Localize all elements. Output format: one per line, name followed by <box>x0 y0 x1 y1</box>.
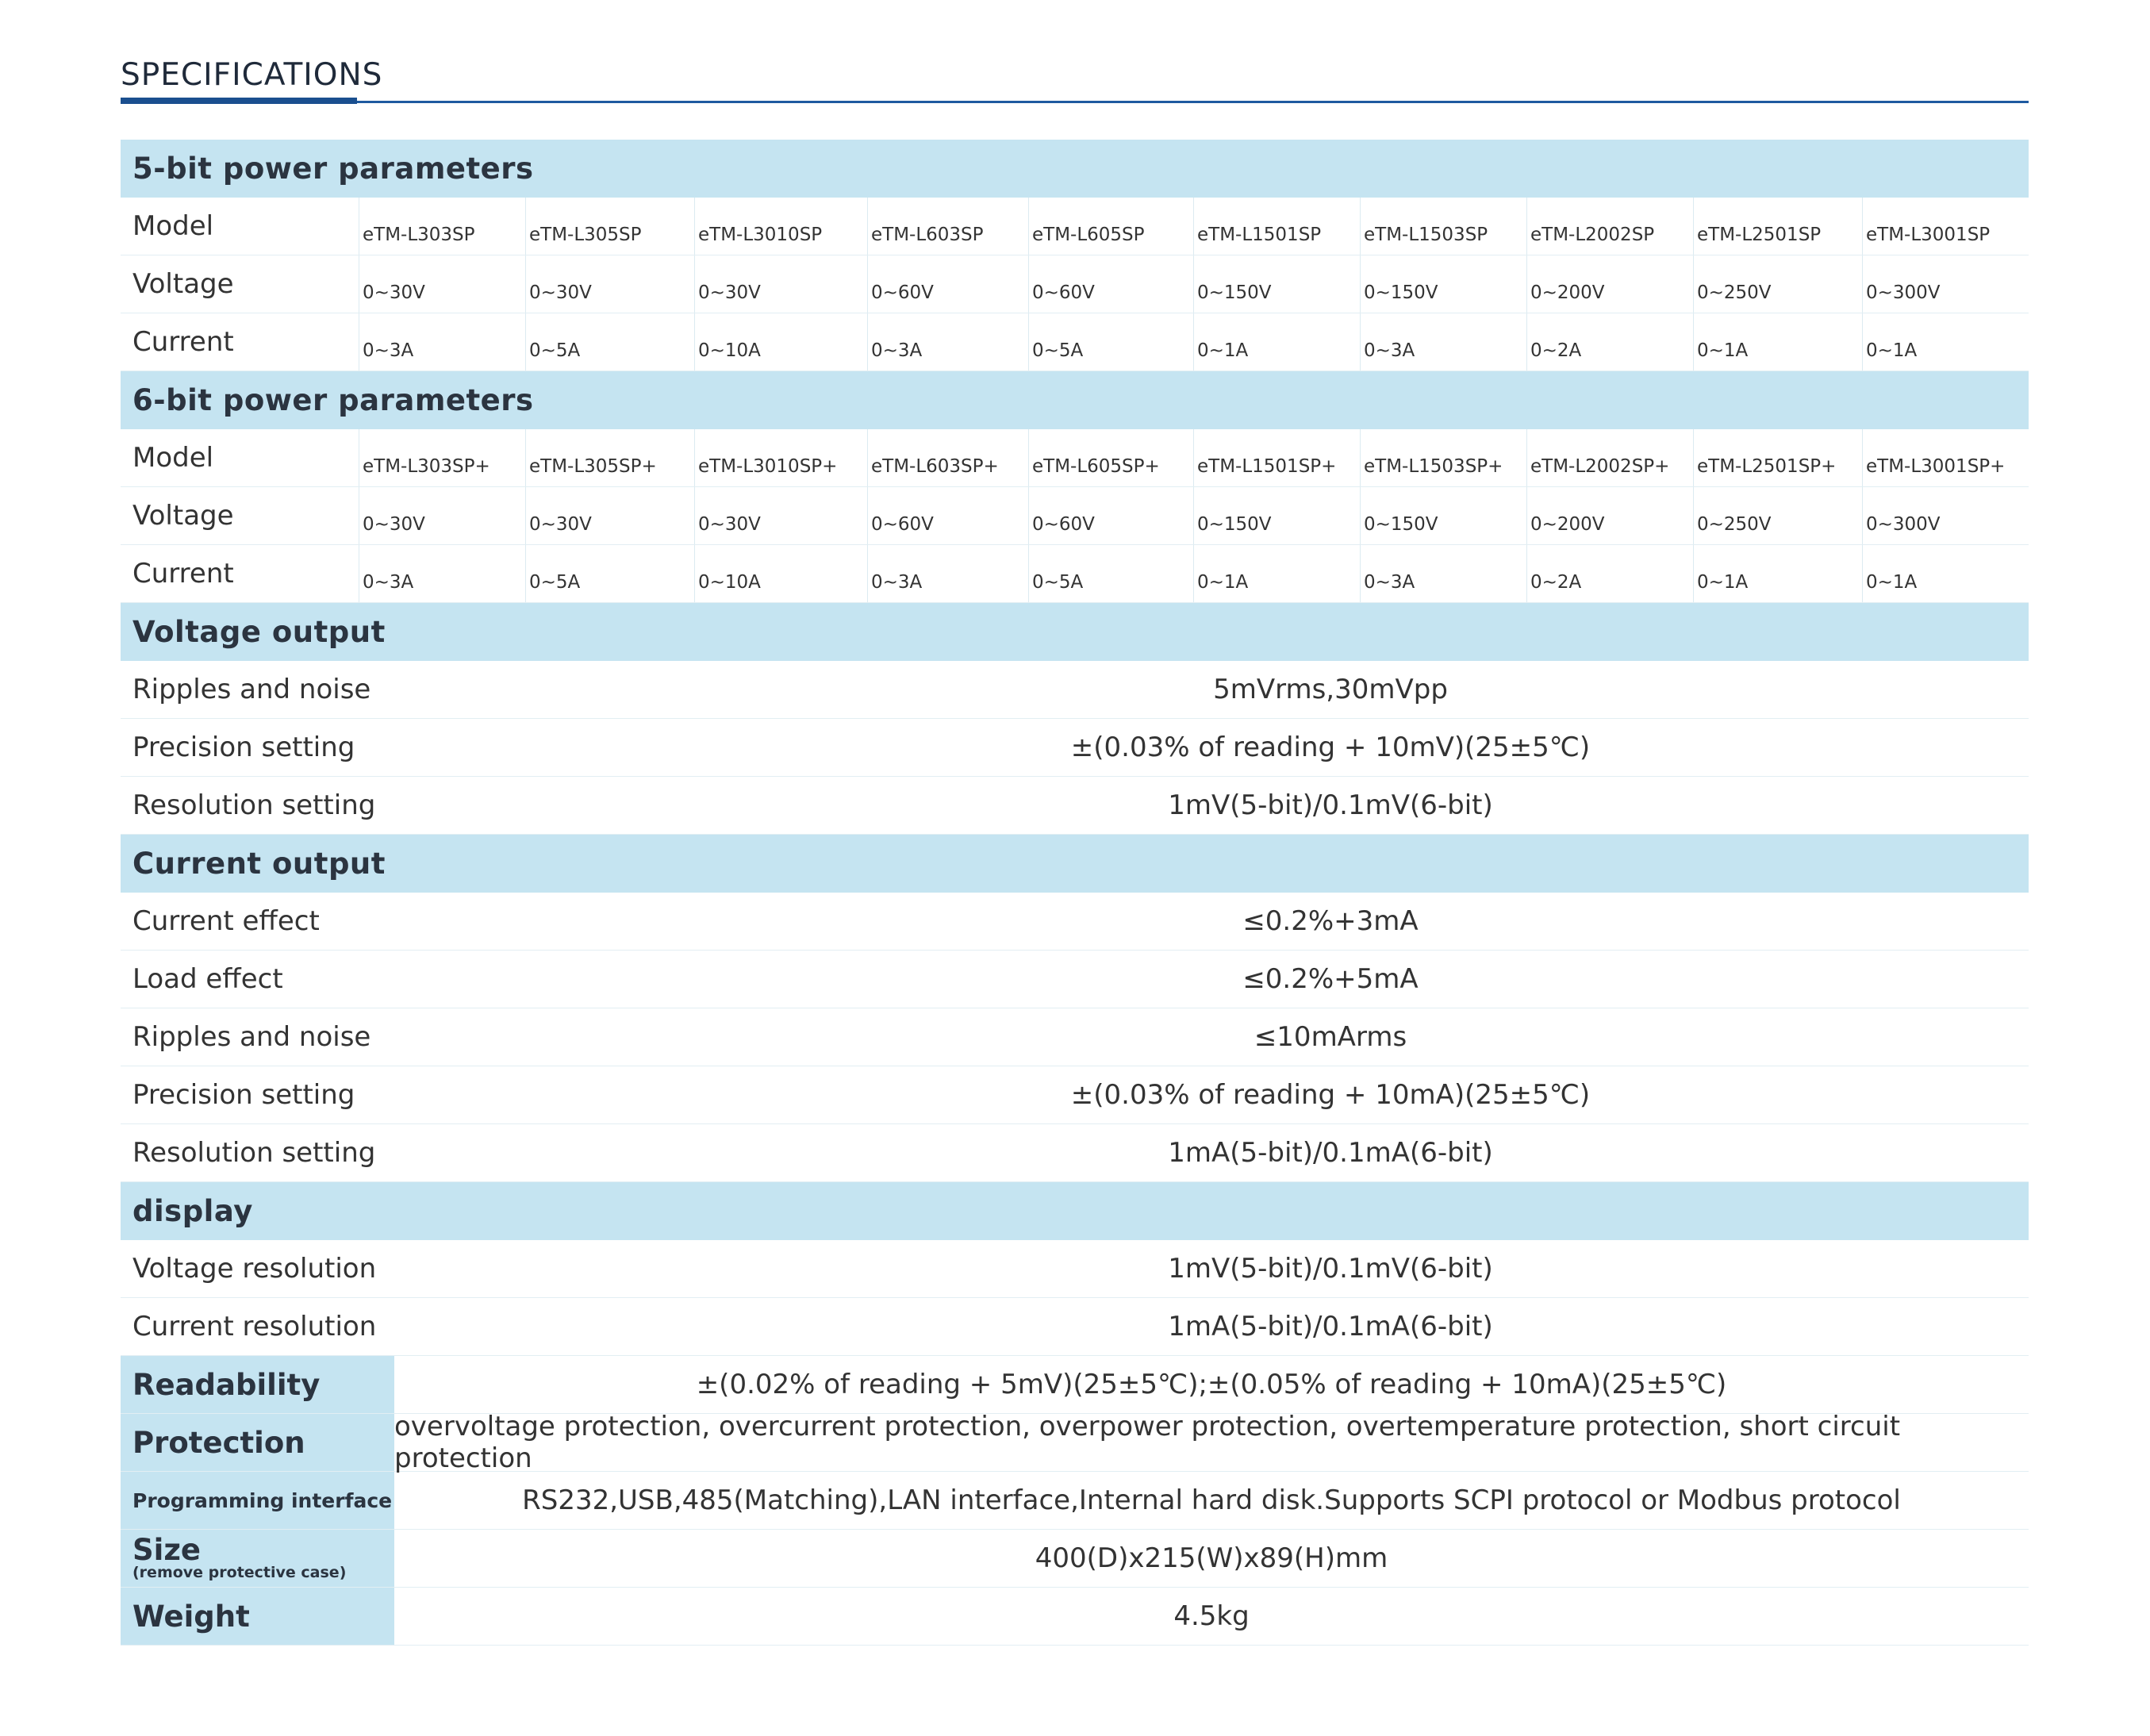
programming-interface-row <box>121 1472 2029 1530</box>
title-underline <box>121 101 2029 103</box>
section-header-5bit <box>121 140 2029 198</box>
row-value: overvoltage protection, overcurrent protection, overpower protection, overtemperature protection, short circuit protection <box>394 1411 1901 1474</box>
row-label: Resolution setting <box>132 1137 376 1169</box>
row-label: Precision setting <box>132 1079 355 1111</box>
page-title: SPECIFICATIONS <box>121 57 383 93</box>
table-row <box>121 1298 2029 1356</box>
row-sublabel: (remove protective case) <box>132 1564 347 1581</box>
row-label: Size <box>132 1533 201 1567</box>
row-label: Protection <box>121 1414 394 1471</box>
table-row <box>121 1066 2029 1124</box>
table-cell: eTM-L3001SP <box>1862 198 2029 255</box>
row-cells <box>359 198 2029 255</box>
spec-table <box>121 140 2029 1646</box>
section-title: Current output <box>132 847 386 881</box>
row-value: ≤0.2%+3mA <box>1242 905 1419 937</box>
row-label: Resolution setting <box>132 789 376 821</box>
table-cell: eTM-L2002SP <box>1526 198 1693 255</box>
table-cell: 0~30V <box>359 255 525 313</box>
table-cell: 0~30V <box>525 487 694 544</box>
table-cell: 0~30V <box>359 487 525 544</box>
table-cell: eTM-L1501SP+ <box>1193 429 1360 486</box>
row-label: Readability <box>121 1356 394 1413</box>
table-cell: 0~60V <box>1028 487 1193 544</box>
section-header-current-output <box>121 835 2029 893</box>
table-cell: 0~200V <box>1526 255 1693 313</box>
table-cell: eTM-L2002SP+ <box>1526 429 1693 486</box>
row-label: Model <box>132 210 214 242</box>
row-label: Current resolution <box>132 1311 377 1342</box>
table-cell: 0~10A <box>694 545 867 602</box>
table-row <box>121 1240 2029 1298</box>
row-label: Voltage <box>132 268 234 300</box>
table-cell: 0~1A <box>1193 545 1360 602</box>
row-label: Ripples and noise <box>132 1021 371 1053</box>
row-label: Voltage <box>132 500 234 532</box>
table-cell: 0~2A <box>1526 313 1693 371</box>
readability-row <box>121 1356 2029 1414</box>
table-cell: 0~1A <box>1862 313 2029 371</box>
table-cell: 0~150V <box>1193 487 1360 544</box>
row-cells <box>359 545 2029 602</box>
table-cell: 0~150V <box>1360 487 1526 544</box>
section-title: Voltage output <box>132 615 386 649</box>
table-cell: 0~1A <box>1693 313 1862 371</box>
table-row <box>121 198 2029 255</box>
protection-row <box>121 1411 2029 1474</box>
table-cell: 0~5A <box>525 313 694 371</box>
table-cell: eTM-L303SP <box>359 198 525 255</box>
row-value: ±(0.02% of reading + 5mV)(25±5℃);±(0.05% of reading + 10mA)(25±5℃) <box>696 1369 1727 1400</box>
table-cell: 0~1A <box>1862 545 2029 602</box>
table-cell: 0~10A <box>694 313 867 371</box>
size-label-cell <box>121 1530 394 1587</box>
table-cell: 0~30V <box>694 487 867 544</box>
table-cell: eTM-L2501SP <box>1693 198 1862 255</box>
table-cell: eTM-L3010SP <box>694 198 867 255</box>
table-cell: eTM-L1501SP <box>1193 198 1360 255</box>
table-cell: 0~250V <box>1693 255 1862 313</box>
row-label: Current effect <box>132 905 320 937</box>
row-value: 5mVrms,30mVpp <box>1213 674 1448 705</box>
row-value: 1mV(5-bit)/0.1mV(6-bit) <box>1168 789 1493 821</box>
table-cell: 0~3A <box>1360 545 1526 602</box>
row-value: 400(D)x215(W)x89(H)mm <box>1035 1542 1388 1574</box>
row-value: ±(0.03% of reading + 10mV)(25±5℃) <box>1070 732 1591 763</box>
section-title: 6-bit power parameters <box>132 383 534 417</box>
table-row <box>121 545 2029 603</box>
section-title: 5-bit power parameters <box>132 152 534 186</box>
table-row <box>121 255 2029 313</box>
table-cell: eTM-L605SP+ <box>1028 429 1193 486</box>
table-cell: 0~60V <box>867 255 1028 313</box>
table-cell: eTM-L305SP+ <box>525 429 694 486</box>
table-row <box>121 487 2029 545</box>
section-title: display <box>132 1194 253 1228</box>
size-row <box>121 1530 2029 1588</box>
table-row <box>121 951 2029 1008</box>
row-value: 1mA(5-bit)/0.1mA(6-bit) <box>1168 1311 1493 1342</box>
table-row <box>121 661 2029 719</box>
table-cell: 0~1A <box>1693 545 1862 602</box>
section-header-voltage-output <box>121 603 2029 661</box>
table-cell: eTM-L1503SP <box>1360 198 1526 255</box>
table-cell: 0~150V <box>1360 255 1526 313</box>
row-label: Load effect <box>132 963 283 995</box>
row-value: ≤0.2%+5mA <box>1242 963 1419 995</box>
table-row <box>121 429 2029 487</box>
model-table-6bit <box>121 429 2029 603</box>
table-cell: 0~2A <box>1526 545 1693 602</box>
table-cell: eTM-L3010SP+ <box>694 429 867 486</box>
row-value: 4.5kg <box>1173 1600 1250 1632</box>
table-cell: 0~3A <box>1360 313 1526 371</box>
table-cell: eTM-L603SP <box>867 198 1028 255</box>
table-cell: 0~30V <box>525 255 694 313</box>
row-label: Ripples and noise <box>132 674 371 705</box>
row-cells <box>359 429 2029 486</box>
table-cell: eTM-L1503SP+ <box>1360 429 1526 486</box>
table-cell: 0~60V <box>1028 255 1193 313</box>
table-row <box>121 893 2029 951</box>
table-cell: 0~1A <box>1193 313 1360 371</box>
table-row <box>121 1008 2029 1066</box>
row-label: Weight <box>121 1588 394 1645</box>
table-cell: eTM-L2501SP+ <box>1693 429 1862 486</box>
table-cell: eTM-L605SP <box>1028 198 1193 255</box>
table-row <box>121 719 2029 777</box>
row-value: ≤10mArms <box>1254 1021 1407 1053</box>
row-value: RS232,USB,485(Matching),LAN interface,Internal hard disk.Supports SCPI protocol or Modbus protocol <box>522 1484 1901 1516</box>
table-cell: 0~300V <box>1862 255 2029 313</box>
table-cell: 0~3A <box>359 545 525 602</box>
row-label: Precision setting <box>132 732 355 763</box>
table-cell: 0~5A <box>1028 313 1193 371</box>
row-value: 1mV(5-bit)/0.1mV(6-bit) <box>1168 1253 1493 1285</box>
table-cell: 0~3A <box>867 545 1028 602</box>
table-cell: 0~300V <box>1862 487 2029 544</box>
table-row <box>121 1124 2029 1182</box>
table-cell: 0~60V <box>867 487 1028 544</box>
row-label: Current <box>132 558 234 590</box>
table-cell: 0~250V <box>1693 487 1862 544</box>
row-value: ±(0.03% of reading + 10mA)(25±5℃) <box>1070 1079 1591 1111</box>
table-row <box>121 313 2029 371</box>
model-table-5bit <box>121 198 2029 371</box>
row-label: Voltage resolution <box>132 1253 377 1285</box>
table-cell: 0~3A <box>867 313 1028 371</box>
row-label: Programming interface <box>121 1472 394 1529</box>
table-row <box>121 777 2029 835</box>
weight-row <box>121 1588 2029 1646</box>
title-underline-accent <box>121 98 357 104</box>
table-cell: 0~30V <box>694 255 867 313</box>
table-cell: 0~5A <box>1028 545 1193 602</box>
row-label: Current <box>132 326 234 358</box>
table-cell: 0~200V <box>1526 487 1693 544</box>
row-cells <box>359 255 2029 313</box>
table-cell: eTM-L603SP+ <box>867 429 1028 486</box>
table-cell: 0~5A <box>525 545 694 602</box>
table-cell: 0~3A <box>359 313 525 371</box>
table-cell: 0~150V <box>1193 255 1360 313</box>
row-cells <box>359 313 2029 371</box>
table-cell: eTM-L305SP <box>525 198 694 255</box>
section-header-display <box>121 1182 2029 1240</box>
row-cells <box>359 487 2029 544</box>
row-value: 1mA(5-bit)/0.1mA(6-bit) <box>1168 1137 1493 1169</box>
section-header-6bit <box>121 371 2029 429</box>
table-cell: eTM-L3001SP+ <box>1862 429 2029 486</box>
row-label: Model <box>132 442 214 474</box>
table-cell: eTM-L303SP+ <box>359 429 525 486</box>
